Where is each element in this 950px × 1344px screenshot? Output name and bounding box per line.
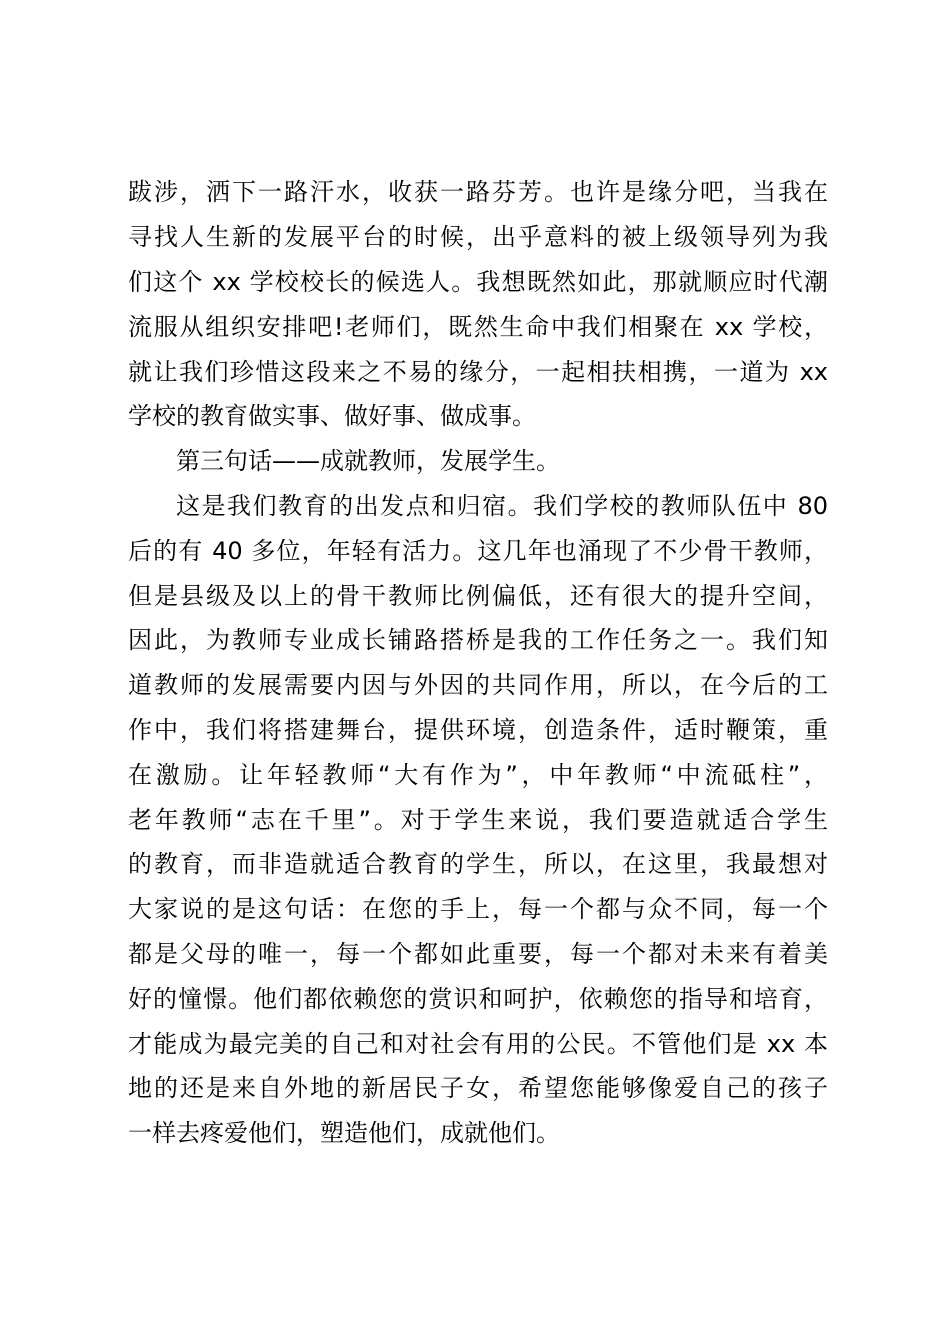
text-line: 才能成为最完美的自己和对社会有用的公民。不管他们是 xx 本 — [128, 1030, 828, 1058]
text-line: 就让我们珍惜这段来之不易的缘分，一起相扶相携，一道为 xx — [128, 358, 828, 386]
text-line: 这是我们教育的出发点和归宿。我们学校的教师队伍中 80 — [176, 492, 828, 520]
text-line: 道教师的发展需要内因与外因的共同作用，所以，在今后的工 — [128, 671, 828, 699]
text-line: 但是县级及以上的骨干教师比例偏低，还有很大的提升空间， — [128, 582, 828, 610]
text-line: 因此，为教师专业成长铺路搭桥是我的工作任务之一。我们知 — [128, 626, 828, 654]
text-line: 都是父母的唯一，每一个都如此重要，每一个都对未来有着美 — [128, 940, 828, 968]
text-line: 作中，我们将搭建舞台，提供环境，创造条件，适时鞭策，重 — [128, 716, 828, 744]
text-line: 跋涉，洒下一路汗水，收获一路芬芳。也许是缘分吧，当我在 — [128, 178, 828, 206]
text-line: 大家说的是这句话：在您的手上，每一个都与众不同，每一个 — [128, 895, 828, 923]
text-line: 流服从组织安排吧!老师们，既然生命中我们相聚在 xx 学校， — [128, 313, 828, 341]
text-line: 学校的教育做实事、做好事、做成事。 — [128, 402, 536, 430]
text-line: 好的憧憬。他们都依赖您的赏识和呵护，依赖您的指导和培育， — [128, 985, 828, 1013]
text-line: 在激励。让年轻教师“大有作为”，中年教师“中流砥柱”， — [128, 761, 828, 789]
text-line: 后的有 40 多位，年轻有活力。这几年也涌现了不少骨干教师， — [128, 537, 828, 565]
text-line: 老年教师“志在千里”。对于学生来说，我们要造就适合学生 — [128, 806, 828, 834]
text-line: 们这个 xx 学校校长的候选人。我想既然如此，那就顺应时代潮 — [128, 268, 828, 296]
text-line: 的教育，而非造就适合教育的学生，所以，在这里，我最想对 — [128, 850, 828, 878]
section-heading: 第三句话——成就教师，发展学生。 — [176, 447, 560, 475]
text-line: 地的还是来自外地的新居民子女，希望您能够像爱自己的孩子 — [128, 1074, 828, 1102]
text-line: 一样去疼爱他们，塑造他们，成就他们。 — [128, 1119, 560, 1147]
text-line: 寻找人生新的发展平台的时候，出乎意料的被上级领导列为我 — [128, 223, 828, 251]
